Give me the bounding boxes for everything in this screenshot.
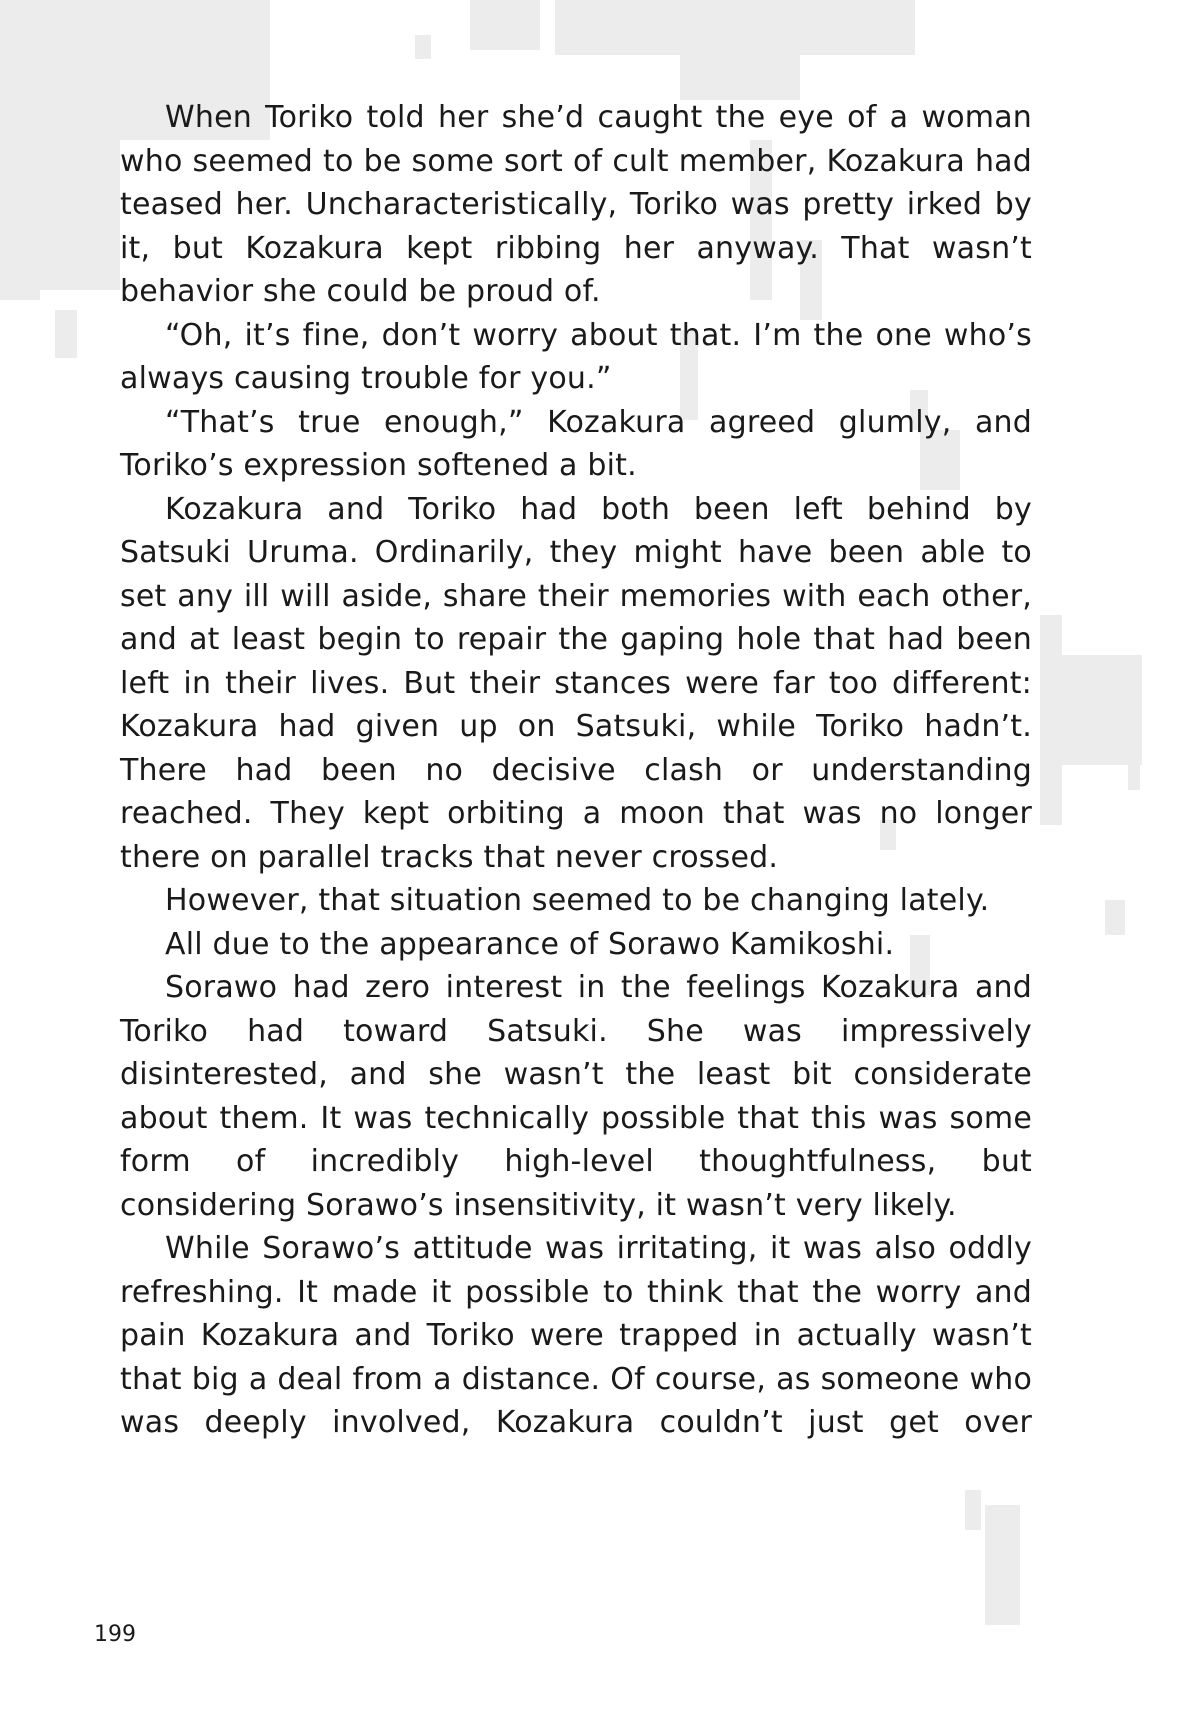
paragraph: All due to the appearance of Sorawo Kamikoshi.: [165, 926, 895, 962]
body-text: [120, 96, 1032, 1445]
paragraph: Kozakura and Toriko had both been left behind by Satsuki Uruma. Ordinarily, they might have been able to set any ill will aside, share their memories with each other, and at least begin to repair the gaping hole that had been left in their lives. But their stances were far too different: Kozakura had given up on Satsuki, while Toriko hadn’t. There had been no decisive clash or understanding reached. They kept orbiting a moon that was no longer there on parallel tracks that never crossed.: [120, 491, 1032, 875]
paragraph: When Toriko told her she’d caught the eye of a woman who seemed to be some sort of cult member, Kozakura had teased her. Uncharacteristically, Toriko was pretty irked by it, but Kozakura kept ribbing her anyway. That wasn’t behavior she could be proud of.: [120, 100, 1032, 309]
paragraph: While Sorawo’s attitude was irritating, it was also oddly refreshing. It made it possible to think that the worry and pain Kozakura and Toriko were trapped in actually wasn’t that big a deal from a distance. Of course, as someone who was deeply involved, Kozakura couldn’t just get over: [120, 1231, 1032, 1440]
paragraph: Sorawo had zero interest in the feelings Kozakura and Toriko had toward Satsuki. She was impressively disinterested, and she wasn’t the least bit considerate about them. It was technically possible that this was some form of incredibly high-level thoughtfulness, but considering Sorawo’s insensitivity, it wasn’t very likely.: [120, 970, 1032, 1223]
paragraph: However, that situation seemed to be changing lately.: [165, 883, 990, 918]
page-number: 199: [94, 1622, 136, 1647]
paragraph: “That’s true enough,” Kozakura agreed glumly, and Toriko’s expression softened a bit.: [120, 404, 1032, 483]
paragraph: “Oh, it’s fine, don’t worry about that. I’m the one who’s always causing trouble for you.”: [120, 317, 1032, 396]
